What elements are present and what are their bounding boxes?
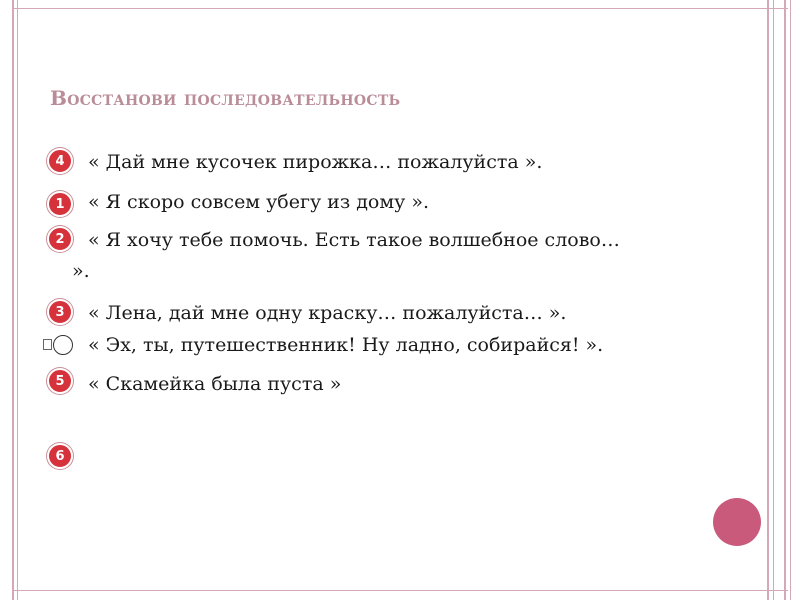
bullet-glyph-icon [43, 339, 52, 350]
list-item: « Дай мне кусочек пирожка… пожалуйста ». [88, 151, 543, 173]
list-item: « Скамейка была пуста » [88, 373, 342, 395]
order-badge: 6 [47, 443, 73, 469]
list-item: « Лена, дай мне одну краску… пожалуйста… ». [88, 302, 567, 324]
bullet-ring [53, 335, 73, 355]
decorative-circle [713, 498, 761, 546]
order-badge: 4 [47, 148, 73, 174]
order-badge: 5 [47, 368, 73, 394]
slide-title: Восстанови последовательность [50, 86, 401, 110]
list-item: « Я хочу тебе помочь. Есть такое волшебное слово… ». [72, 229, 620, 282]
order-badge: 2 [47, 226, 73, 252]
list-item: « Эх, ты, путешественник! Ну ладно, собирайся! ». [88, 334, 604, 356]
order-badge: 3 [47, 299, 73, 325]
order-badge: 1 [47, 191, 73, 217]
list-item: « Я скоро совсем убегу из дому ». [88, 191, 430, 213]
